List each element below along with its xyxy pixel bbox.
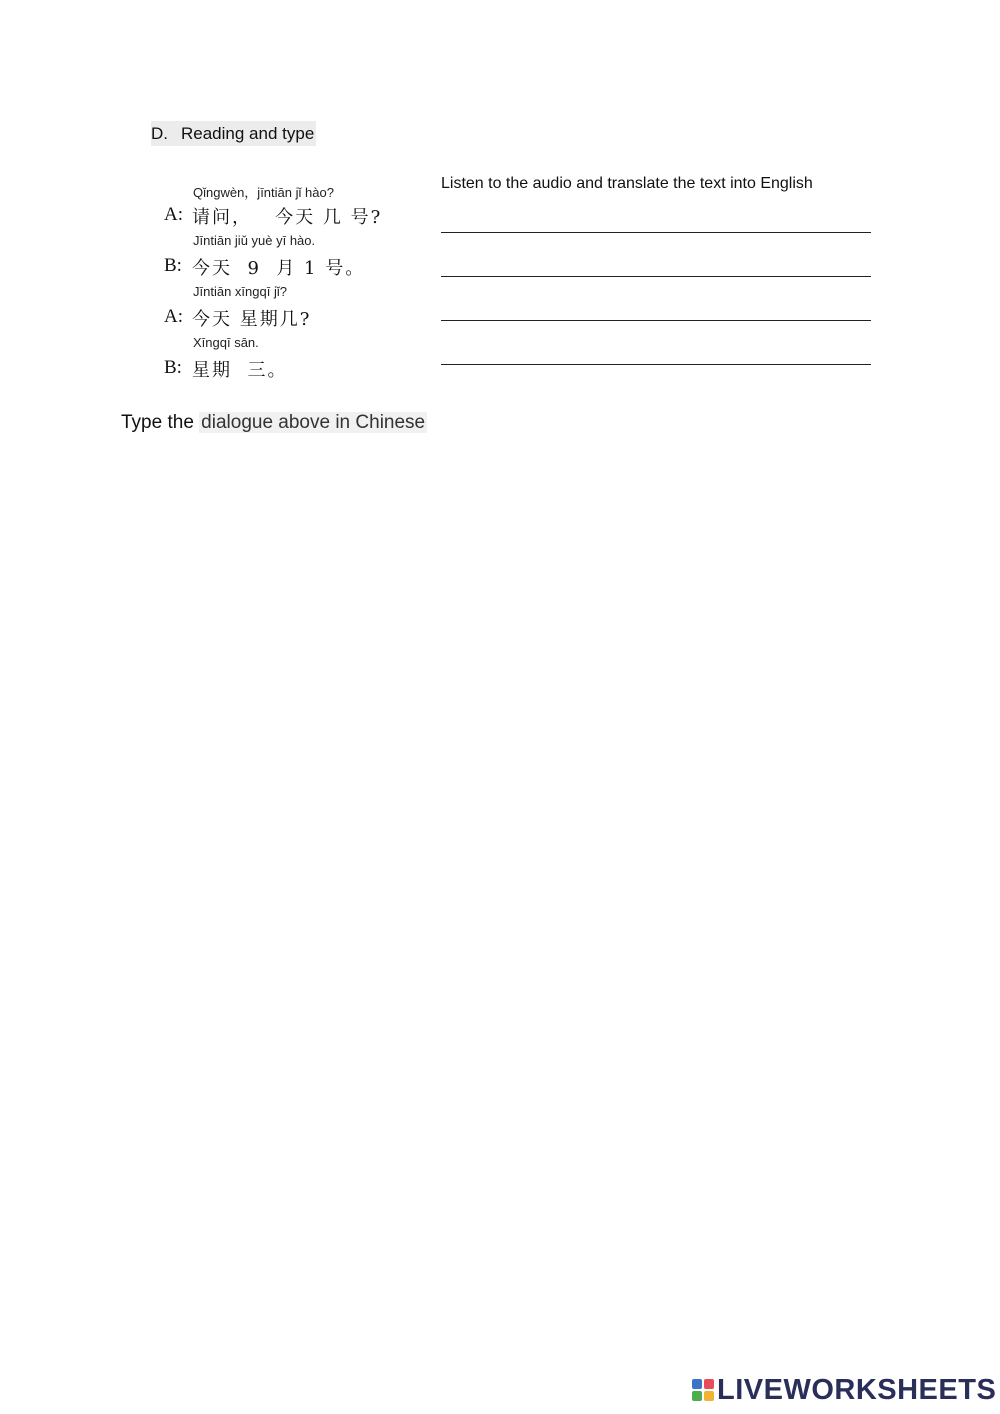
hanzi-text: 星期 三。: [192, 360, 288, 381]
logo-square: [692, 1391, 702, 1401]
type-prompt-lead: Type the: [121, 412, 194, 433]
hanzi-text: 请问， 今天 几 号?: [192, 207, 383, 228]
dialogue-line: [160, 284, 430, 336]
section-title: Reading and type: [181, 124, 315, 143]
section-heading: [151, 121, 316, 146]
speaker-label: B:: [164, 255, 182, 276]
pinyin-text: Xīngqī sān.: [193, 335, 259, 350]
pinyin-text: Jīntiān jiǔ yuè yī hào.: [193, 233, 316, 248]
pinyin-text: Qǐngwèn，jīntiān jǐ hào?: [193, 185, 334, 200]
answer-line[interactable]: [441, 232, 871, 233]
brand-footer: [692, 1373, 996, 1407]
hanzi-text: 今天 星期几?: [192, 309, 312, 330]
hanzi-text: 今天 9 月 1 号。: [192, 258, 366, 279]
speaker-label: B:: [164, 357, 182, 378]
dialogue-line: [160, 182, 430, 234]
answer-line[interactable]: [441, 320, 871, 321]
dialogue-line: [160, 233, 430, 285]
answer-line[interactable]: [441, 276, 871, 277]
translate-instruction: Listen to the audio and translate the text into English: [441, 175, 813, 192]
answer-line[interactable]: [441, 364, 871, 365]
logo-square: [692, 1379, 702, 1389]
brand-name: LIVEWORKSHEETS: [717, 1373, 997, 1406]
logo-square: [704, 1391, 714, 1401]
logo-square: [704, 1379, 714, 1389]
dialogue-line: [160, 335, 430, 387]
type-prompt-highlight: dialogue above in Chinese: [201, 412, 426, 433]
speaker-label: A:: [164, 306, 183, 327]
pinyin-text: Jīntiān xīngqī jǐ?: [193, 284, 287, 299]
section-letter: D.: [151, 124, 168, 143]
liveworksheets-logo-icon: [692, 1379, 714, 1401]
type-prompt: [121, 412, 427, 434]
speaker-label: A:: [164, 204, 183, 225]
